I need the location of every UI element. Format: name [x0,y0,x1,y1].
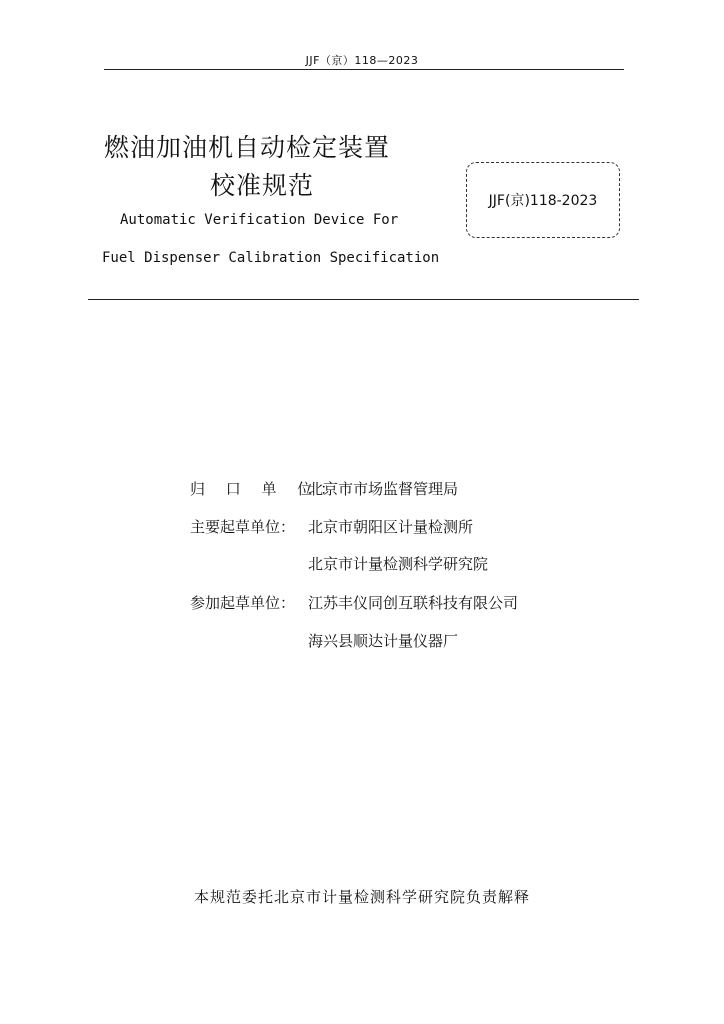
title-chinese-line-2: 校准规范 [210,171,315,200]
main-drafting-value-1: 北京市朝阳区计量检测所 [308,518,474,536]
main-drafting-label: 主要起草单位： [190,518,296,536]
header-code: JJF（京）118—2023 [305,54,419,67]
org-row-participating-1 [190,592,518,612]
org-row-main-drafting-2 [190,553,488,573]
responsible-unit-value: 北京市市场监督管理局 [308,480,459,498]
org-row-responsible [190,478,458,498]
org-row-participating-2 [190,630,458,650]
title-chinese-line-1: 燃油加油机自动检定装置 [104,133,391,162]
participating-label: 参加起草单位： [190,594,296,612]
title-english-line-2: Fuel Dispenser Calibration Specification [102,250,440,266]
org-label-spacer [190,553,308,573]
main-drafting-value-2: 北京市计量检测科学研究院 [308,555,489,573]
spec-code-text: JJF(京)118-2023 [488,193,598,209]
mid-rule [88,299,639,300]
header-rule [104,69,624,70]
title-english-line-1: Automatic Verification Device For [120,212,399,228]
responsible-unit-label: 归 口 单 位： [190,480,344,498]
participating-value-1: 江苏丰仪同创互联科技有限公司 [308,594,519,612]
participating-value-2: 海兴县顺达计量仪器厂 [308,632,459,650]
spec-code-box [466,162,620,238]
org-row-main-drafting-1 [190,516,473,536]
org-label-spacer [190,630,308,650]
footer-interpretation-note: 本规范委托北京市计量检测科学研究院负责解释 [193,888,530,906]
